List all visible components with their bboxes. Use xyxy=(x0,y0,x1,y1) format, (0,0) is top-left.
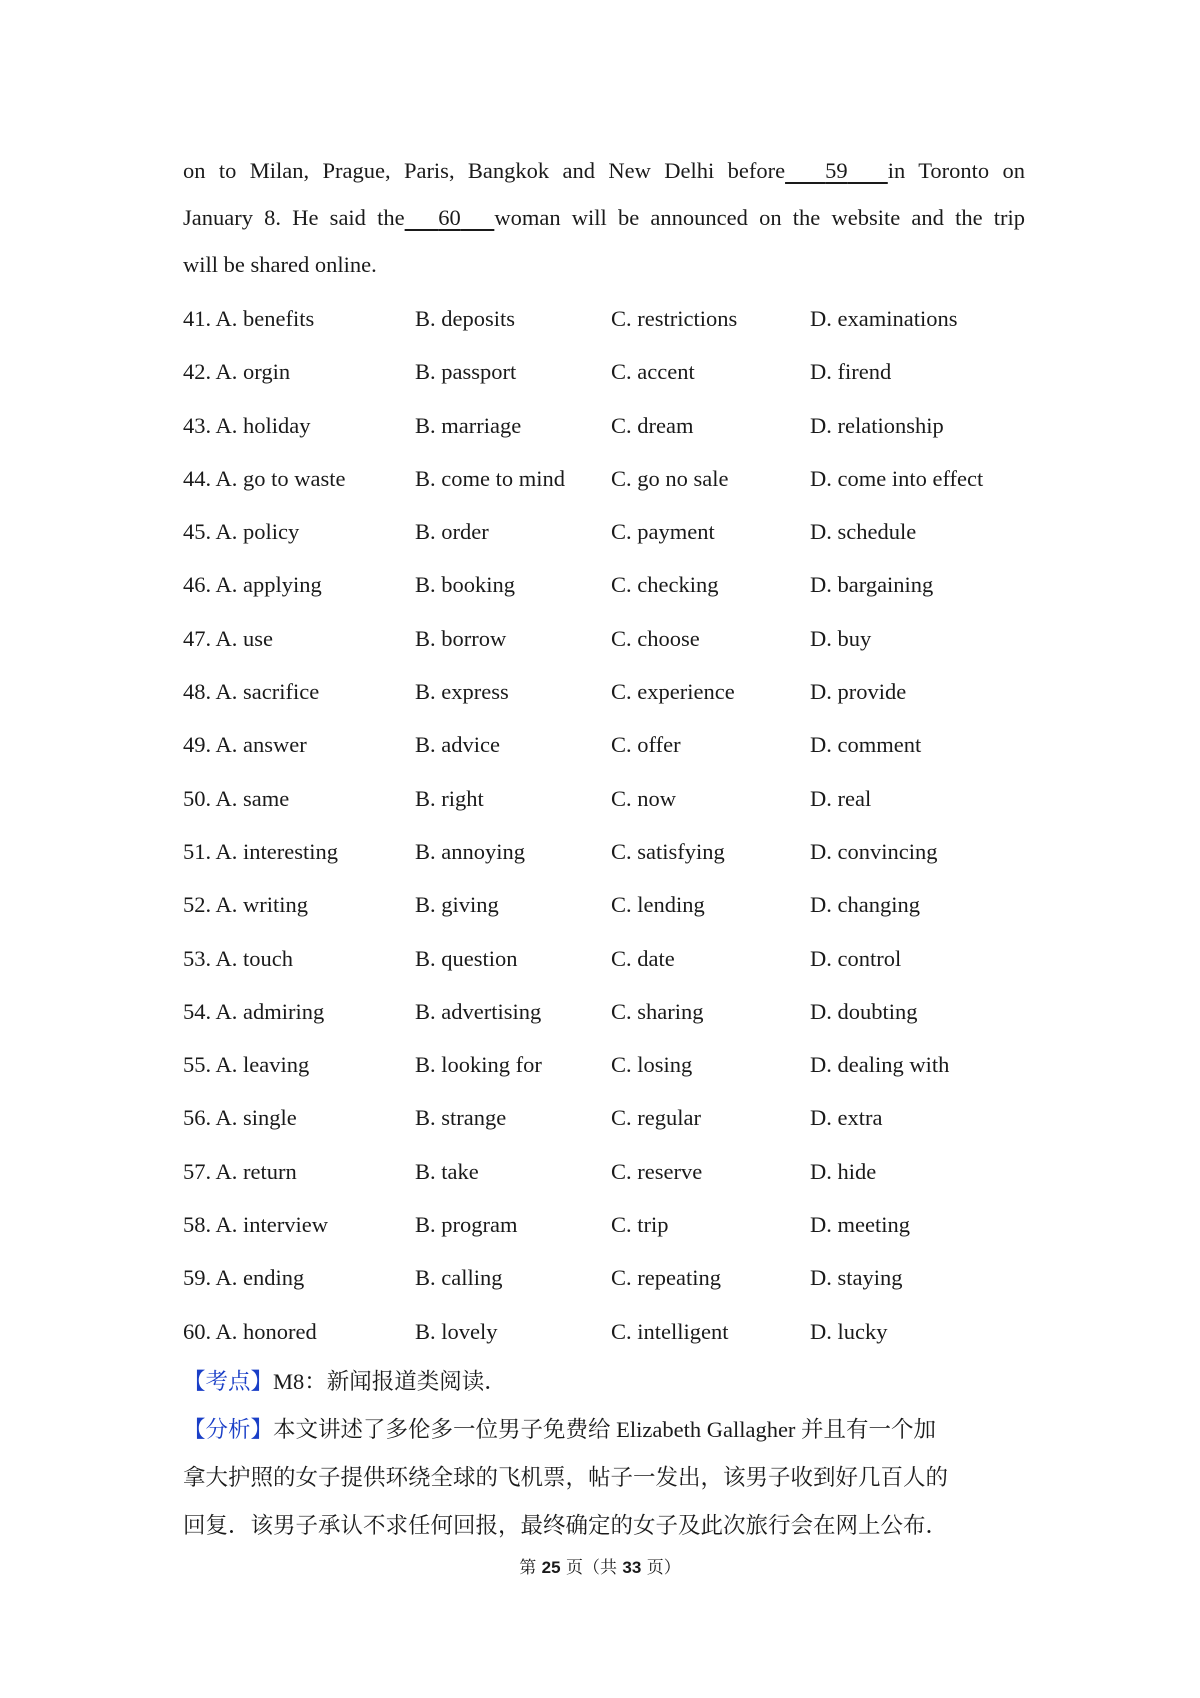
option-d: D. come into effect xyxy=(810,465,984,491)
option-b: B. program xyxy=(415,1212,518,1238)
option-c: C. satisfying xyxy=(611,838,725,864)
passage-text xyxy=(183,147,1025,288)
option-a: 44. A. go to waste xyxy=(183,465,346,491)
option-c: C. choose xyxy=(611,625,700,651)
option-d: D. meeting xyxy=(810,1212,910,1238)
option-a: 46. A. applying xyxy=(183,572,322,598)
option-c: C. intelligent xyxy=(611,1318,729,1344)
option-b: B. lovely xyxy=(415,1318,498,1344)
question-row xyxy=(183,1145,1043,1198)
option-c: C. now xyxy=(611,785,677,811)
option-b: B. calling xyxy=(415,1265,503,1291)
option-b: B. strange xyxy=(415,1105,507,1131)
option-c: C. lending xyxy=(611,892,705,918)
option-a: 54. A. admiring xyxy=(183,998,325,1024)
passage-line-3: will be shared online. xyxy=(183,252,377,277)
option-a: 51. A. interesting xyxy=(183,838,338,864)
question-row xyxy=(183,985,1043,1038)
passage-line-2: January 8. He said the 60 woman will be announced on the website and the trip xyxy=(183,205,1026,230)
option-a: 42. A. orgin xyxy=(183,359,291,385)
option-b: B. looking for xyxy=(415,1052,542,1078)
option-d: D. comment xyxy=(810,732,922,758)
option-c: C. restrictions xyxy=(611,306,738,331)
option-d: D. control xyxy=(810,945,902,971)
question-row xyxy=(183,1305,1043,1358)
option-d: D. bargaining xyxy=(810,572,934,598)
option-c: C. reserve xyxy=(611,1158,703,1184)
option-a: 47. A. use xyxy=(183,625,273,651)
option-a: 55. A. leaving xyxy=(183,1052,310,1078)
option-b: B. come to mind xyxy=(415,465,565,491)
option-a: 57. A. return xyxy=(183,1158,297,1184)
option-b: B. passport xyxy=(415,359,517,385)
option-c: C. payment xyxy=(611,519,715,545)
question-row xyxy=(183,558,1043,611)
option-d: D. dealing with xyxy=(810,1052,950,1078)
option-a: 60. A. honored xyxy=(183,1318,317,1344)
question-row xyxy=(183,1091,1043,1144)
question-row xyxy=(183,505,1043,558)
blank-59: 59 xyxy=(825,158,848,183)
question-row xyxy=(183,772,1043,825)
option-d: D. staying xyxy=(810,1265,903,1291)
option-d: D. hide xyxy=(810,1158,877,1184)
answer-options xyxy=(183,292,1043,1358)
option-c: C. experience xyxy=(611,679,735,705)
question-row xyxy=(183,345,1043,398)
question-row xyxy=(183,932,1043,985)
option-d: D. examinations xyxy=(810,306,958,331)
kaodian-text: M8：新闻报道类阅读． xyxy=(273,1369,507,1394)
option-a: 45. A. policy xyxy=(183,519,300,545)
option-d: D. schedule xyxy=(810,519,917,545)
option-a: 48. A. sacrifice xyxy=(183,679,320,705)
option-d: D. real xyxy=(810,785,872,811)
option-b: B. take xyxy=(415,1158,479,1184)
total-pages: 33 xyxy=(622,1558,642,1577)
passage-line-1: on to Milan, Prague, Paris, Bangkok and New Delhi before 59 in Toronto on xyxy=(183,158,1026,183)
fenxi-line-1: 【分析】本文讲述了多伦多一位男子免费给 Elizabeth Gallagher 并且有一个加 xyxy=(183,1417,937,1442)
option-a: 43. A. holiday xyxy=(183,412,311,438)
option-c: C. sharing xyxy=(611,998,704,1024)
option-a: 56. A. single xyxy=(183,1105,297,1131)
option-b: B. order xyxy=(415,519,489,545)
page-number: 25 xyxy=(541,1558,561,1577)
question-row xyxy=(183,718,1043,771)
option-b: B. advice xyxy=(415,732,500,758)
option-b: B. giving xyxy=(415,892,499,918)
option-b: B. annoying xyxy=(415,838,525,864)
option-d: D. extra xyxy=(810,1105,883,1131)
option-d: D. doubting xyxy=(810,998,918,1024)
option-a: 41. A. benefits xyxy=(183,306,315,331)
option-b: B. right xyxy=(415,785,484,811)
blank-60: 60 xyxy=(438,205,461,230)
option-c: C. regular xyxy=(611,1105,701,1131)
kaodian-line xyxy=(183,1358,1025,1406)
question-row xyxy=(183,665,1043,718)
option-d: D. changing xyxy=(810,892,920,918)
option-c: C. offer xyxy=(611,732,681,758)
option-c: C. checking xyxy=(611,572,719,598)
option-c: C. trip xyxy=(611,1212,669,1238)
option-b: B. advertising xyxy=(415,998,542,1024)
question-row xyxy=(183,878,1043,931)
option-b: B. deposits xyxy=(415,306,516,331)
option-c: C. dream xyxy=(611,412,694,438)
option-c: C. losing xyxy=(611,1052,693,1078)
option-b: B. question xyxy=(415,945,518,971)
option-b: B. borrow xyxy=(415,625,507,651)
option-a: 52. A. writing xyxy=(183,892,309,918)
option-a: 49. A. answer xyxy=(183,732,307,758)
kaodian-tag: 【考点】 xyxy=(183,1369,274,1394)
fenxi-line-2: 拿大护照的女子提供环绕全球的飞机票，帖子一发出，该男子收到好几百人的 xyxy=(183,1465,949,1490)
fenxi-line-3: 回复．该男子承认不求任何回报，最终确定的女子及此次旅行会在网上公布． xyxy=(183,1513,949,1538)
option-a: 50. A. same xyxy=(183,785,290,811)
question-row xyxy=(183,292,1043,345)
question-row xyxy=(183,1198,1043,1251)
option-a: 53. A. touch xyxy=(183,945,293,971)
option-d: D. relationship xyxy=(810,412,944,438)
option-d: D. firend xyxy=(810,359,892,385)
option-d: D. convincing xyxy=(810,838,938,864)
question-row xyxy=(183,825,1043,878)
question-row xyxy=(183,1251,1043,1304)
option-b: B. express xyxy=(415,679,509,705)
option-a: 59. A. ending xyxy=(183,1265,305,1291)
option-c: C. date xyxy=(611,945,675,971)
option-b: B. marriage xyxy=(415,412,522,438)
option-d: D. provide xyxy=(810,679,907,705)
option-c: C. go no sale xyxy=(611,465,729,491)
option-d: D. lucky xyxy=(810,1318,888,1344)
question-row xyxy=(183,452,1043,505)
analysis-section xyxy=(183,1358,1025,1550)
fenxi-tag: 【分析】 xyxy=(183,1417,274,1442)
question-row xyxy=(183,612,1043,665)
option-d: D. buy xyxy=(810,625,872,651)
option-a: 58. A. interview xyxy=(183,1212,328,1238)
option-c: C. accent xyxy=(611,359,695,385)
question-row xyxy=(183,399,1043,452)
option-c: C. repeating xyxy=(611,1265,721,1291)
question-row xyxy=(183,1038,1043,1091)
page-footer: 第 25 页（共 33 页） xyxy=(519,1558,681,1578)
option-b: B. booking xyxy=(415,572,516,598)
